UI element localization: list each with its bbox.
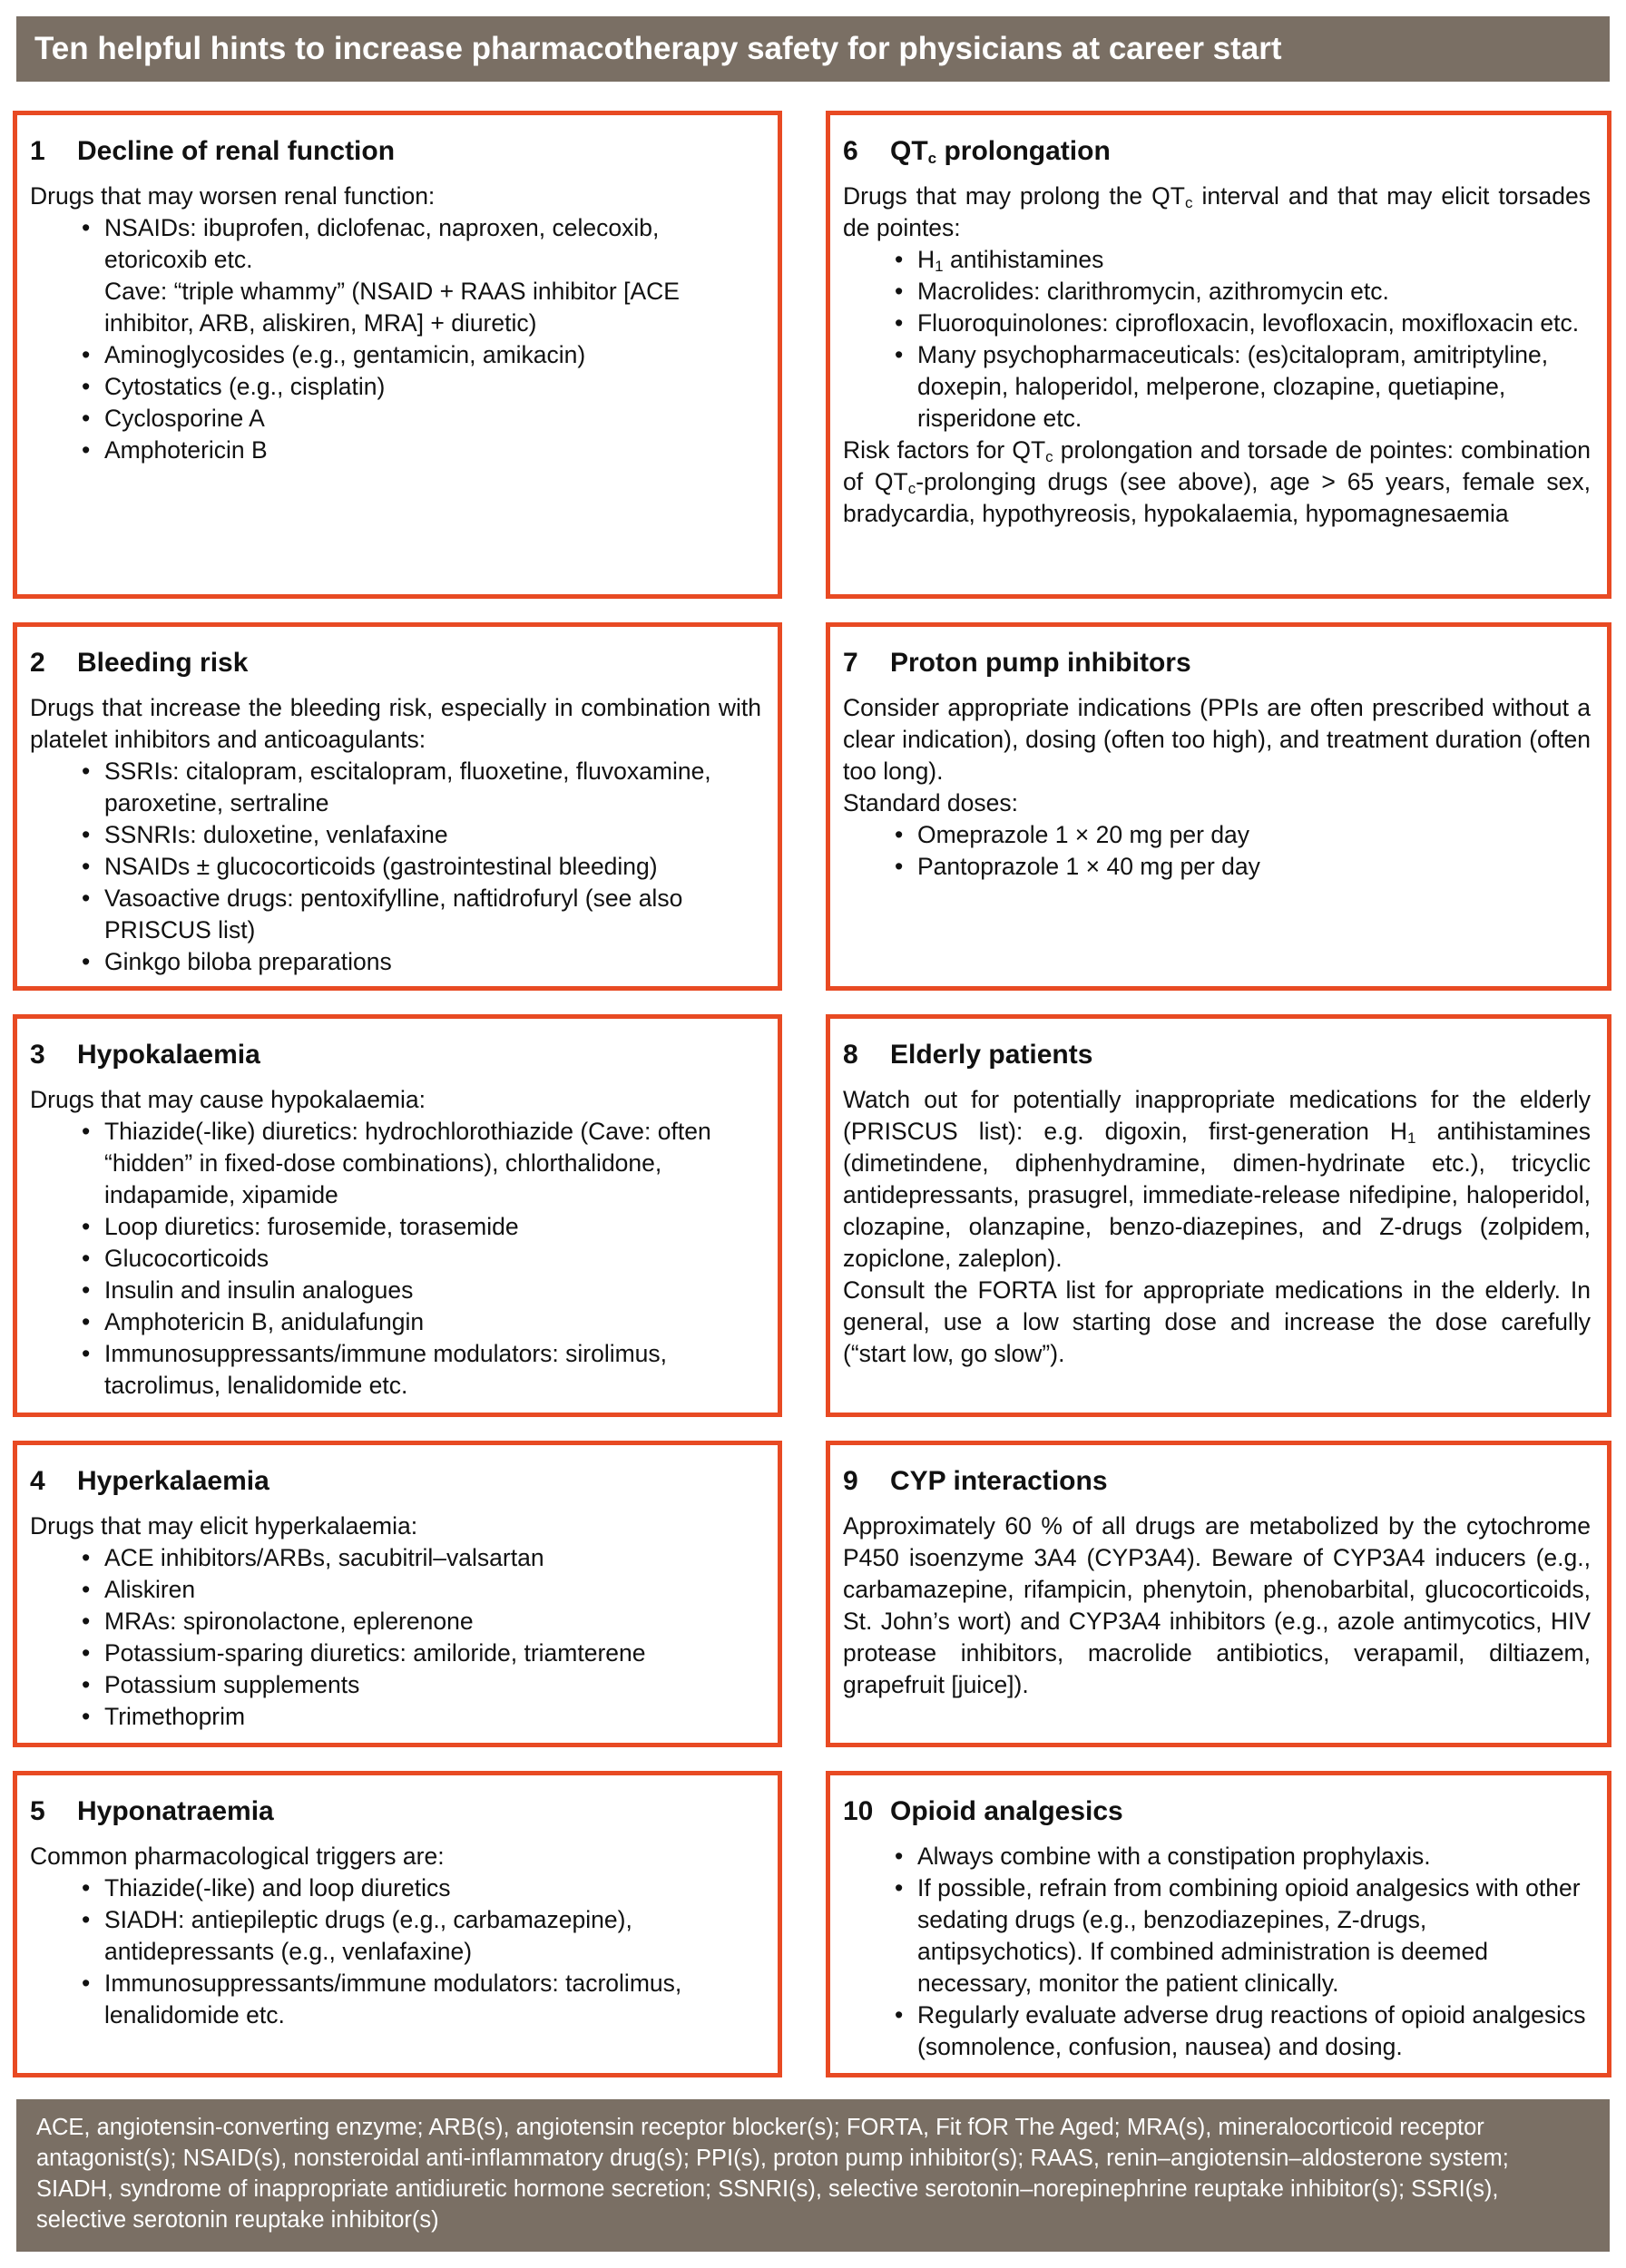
hint-list: [30, 1542, 761, 1733]
hint-title: [843, 1037, 1591, 1073]
hint-title-text: Elderly patients: [890, 1040, 1093, 1070]
hint-title-text: Proton pump inhibitors: [890, 648, 1191, 678]
hint-title: [30, 645, 761, 681]
list-item: • Pantoprazole 1 × 40 mg per day: [843, 851, 1591, 883]
hint-number: 6: [843, 136, 858, 166]
hint-card-hypokalaemia: [13, 1014, 782, 1417]
hint-number: 8: [843, 1040, 858, 1070]
hint-intro: Drugs that may prolong the $QT_c$ interval and that may elicit torsades de pointes:: [843, 182, 1591, 241]
hint-intro: Drugs that may worsen renal function:: [30, 182, 436, 210]
list-item: • Always combine with a constipation prophylaxis.: [843, 1841, 1591, 1872]
list-item: • Fluoroquinolones: ciprofloxacin, levofloxacin, moxifloxacin etc.: [843, 308, 1591, 339]
hint-title-text: Decline of renal function: [77, 136, 396, 166]
hint-title: [30, 133, 761, 170]
hint-intro: Common pharmacological triggers are:: [30, 1843, 445, 1870]
hint-list: [30, 1872, 761, 2031]
hint-subheading: Standard doses:: [843, 789, 1018, 816]
hint-title-text: $QT_c$ prolongation: [890, 136, 1111, 167]
list-item: • SSRIs: citalopram, escitalopram, fluoxetine, fluvoxamine, paroxetine, sertraline: [30, 756, 761, 819]
hint-title-text: Hyponatraemia: [77, 1796, 274, 1826]
list-item: • ACE inhibitors/ARBs, sacubitril–valsartan: [30, 1542, 761, 1574]
hint-list: [843, 244, 1591, 435]
hint-title: [843, 133, 1591, 170]
hint-title-text: Hypokalaemia: [77, 1040, 260, 1070]
hint-card-proton-pump-inhibitors: [826, 622, 1611, 991]
hint-card-renal-function: [13, 111, 782, 599]
hint-intro: Drugs that may cause hypokalaemia:: [30, 1086, 426, 1113]
list-item: • Aliskiren: [30, 1574, 761, 1606]
list-item: • Potassium-sparing diuretics: amiloride, triamterene: [30, 1637, 761, 1669]
list-item: • NSAIDs: ibuprofen, diclofenac, naproxen, celecoxib, etoricoxib etc.: [30, 212, 761, 276]
list-item: • If possible, refrain from combining opioid analgesics with other sedating drugs (e.g., benzodiazepines, Z-drugs, antipsychotics). If combined administration is deemed necessary, monitor the patient clinically.: [843, 1872, 1591, 1999]
list-item: • Loop diuretics: furosemide, torasemide: [30, 1211, 761, 1243]
hint-title-text: Hyperkalaemia: [77, 1466, 269, 1496]
list-item: • Insulin and insulin analogues: [30, 1275, 761, 1306]
hint-title: [843, 1463, 1591, 1500]
list-item: • Thiazide(-like) diuretics: hydrochlorothiazide (Cave: often “hidden” in fixed-dose combinations), chlorthalidone, indapamide, xipamide: [30, 1116, 761, 1211]
hint-card-hyponatraemia: [13, 1771, 782, 2077]
hint-list: [30, 212, 761, 466]
list-item: • Aminoglycosides (e.g., gentamicin, amikacin): [30, 339, 761, 371]
hint-title: [30, 1794, 761, 1830]
hint-title-text: CYP interactions: [890, 1466, 1108, 1496]
hint-number: 9: [843, 1466, 858, 1496]
list-item: • SSNRIs: duloxetine, venlafaxine: [30, 819, 761, 851]
hint-paragraph: Consult the FORTA list for appropriate medications in the elderly. In general, use a low starting dose and increase the dose carefully (“start low, go slow”).: [843, 1276, 1591, 1367]
hint-paragraph: Watch out for potentially inappropriate medications for the elderly (PRISCUS list): e.g. digoxin, first-generation $H_1$ antihistamines (dimetindene, diphenhydramine, dimen-hydrinate etc.), tricyclic antidepressants, prasugrel, immediate-release nifedipine, haloperidol, clozapine, olanzapine, benzo-diazepines, and Z-drugs (zolpidem, zopiclone, zaleplon).: [843, 1086, 1591, 1272]
page-title-text: Ten helpful hints to increase pharmacotherapy safety for physicians at career start: [34, 31, 1282, 66]
list-item: • Immunosuppressants/immune modulators: tacrolimus, lenalidomide etc.: [30, 1968, 761, 2031]
list-item: • Cytostatics (e.g., cisplatin): [30, 371, 761, 403]
list-item: • Regularly evaluate adverse drug reactions of opioid analgesics (somnolence, confusion, nausea) and dosing.: [843, 1999, 1591, 2063]
list-item: • Macrolides: clarithromycin, azithromycin etc.: [843, 276, 1591, 308]
list-item: • Ginkgo biloba preparations: [30, 946, 761, 978]
hint-card-bleeding-risk: [13, 622, 782, 991]
hint-title-text: Opioid analgesics: [890, 1796, 1123, 1826]
hint-title: [843, 1794, 1591, 1830]
abbreviations-footer: [16, 2099, 1610, 2252]
hint-intro: Drugs that may elicit hyperkalaemia:: [30, 1512, 418, 1540]
hint-list: [843, 1841, 1591, 2063]
hint-card-elderly-patients: [826, 1014, 1611, 1417]
list-item: • MRAs: spironolactone, eplerenone: [30, 1606, 761, 1637]
hint-number: 5: [30, 1796, 45, 1826]
hint-title-text: Bleeding risk: [77, 648, 249, 678]
list-item: • $H_1$ antihistamines: [843, 244, 1591, 276]
hint-title: [843, 645, 1591, 681]
list-item: • Amphotericin B, anidulafungin: [30, 1306, 761, 1338]
page-title: [16, 16, 1610, 82]
hint-number: 2: [30, 648, 45, 678]
hint-intro: Drugs that increase the bleeding risk, especially in combination with platelet inhibitors and anticoagulants:: [30, 694, 761, 753]
hint-card-opioid-analgesics: [826, 1771, 1611, 2077]
hint-number: 4: [30, 1466, 45, 1496]
hint-number: 10: [843, 1796, 874, 1826]
list-item: • Many psychopharmaceuticals: (es)citalopram, amitriptyline, doxepin, haloperidol, melperone, clozapine, quetiapine, risperidone etc.: [843, 339, 1591, 435]
hint-list: [843, 819, 1591, 883]
list-item: • Glucocorticoids: [30, 1243, 761, 1275]
hint-risk-factors: Risk factors for $QT_c$ prolongation and torsade de pointes: combination of $QT_c$-prolonging drugs (see above), age > 65 years, female sex, bradycardia, hypothyreosis, hypokalaemia, hypomagnesaemia: [843, 436, 1591, 527]
hint-intro: Consider appropriate indications (PPIs are often prescribed without a clear indication), dosing (often too high), and treatment duration (often too long).: [843, 694, 1591, 785]
list-item: • SIADH: antiepileptic drugs (e.g., carbamazepine), antidepressants (e.g., venlafaxine): [30, 1904, 761, 1968]
hint-number: 7: [843, 648, 858, 678]
hint-paragraph: Approximately 60 % of all drugs are metabolized by the cytochrome P450 isoenzyme 3A4 (CYP3A4). Beware of CYP3A4 inducers (e.g., carbamazepine, rifampicin, phenytoin, phenobarbital, glucocorticoids, St. John’s wort) and CYP3A4 inhibitors (e.g., azole antimycotics, HIV protease inhibitors, macrolide antibiotics, verapamil, diltiazem, grapefruit [juice]).: [843, 1512, 1591, 1698]
hint-title: [30, 1463, 761, 1500]
list-item: • Cyclosporine A: [30, 403, 761, 435]
list-item: • Potassium supplements: [30, 1669, 761, 1701]
list-item: • Thiazide(-like) and loop diuretics: [30, 1872, 761, 1904]
abbreviations-text: ACE, angiotensin-converting enzyme; ARB(s), angiotensin receptor blocker(s); FORTA, Fit fOR The Aged; MRA(s), mineralocorticoid receptor antagonist(s); NSAID(s), nonsteroidal anti-inflammatory drug(s); PPI(s), proton pump inhibitor(s); RAAS, renin–angiotensin–aldosterone system; SIADH, syndrome of inappropriate antidiuretic hormone secretion; SSNRI(s), selective serotonin–norepinephrine reuptake inhibitor(s); SSRI(s), selective serotonin reuptake inhibitor(s): [36, 2115, 1509, 2233]
list-item: • Trimethoprim: [30, 1701, 761, 1733]
hint-card-cyp-interactions: [826, 1441, 1611, 1747]
list-item: • Omeprazole 1 × 20 mg per day: [843, 819, 1591, 851]
list-item-continuation: Cave: “triple whammy” (NSAID + RAAS inhibitor [ACE inhibitor, ARB, aliskiren, MRA] + diuretic): [104, 278, 680, 337]
list-item: • Vasoactive drugs: pentoxifylline, naftidrofuryl (see also PRISCUS list): [30, 883, 761, 946]
hint-title: [30, 1037, 761, 1073]
list-item: • NSAIDs ± glucocorticoids (gastrointestinal bleeding): [30, 851, 761, 883]
hint-card-qtc-prolongation: [826, 111, 1611, 599]
hint-card-hyperkalaemia: [13, 1441, 782, 1747]
hint-number: 1: [30, 136, 45, 166]
list-item: • Amphotericin B: [30, 435, 761, 466]
hint-list: [30, 756, 761, 978]
list-item: • Immunosuppressants/immune modulators: sirolimus, tacrolimus, lenalidomide etc.: [30, 1338, 761, 1402]
hint-number: 3: [30, 1040, 45, 1070]
hint-list: [30, 1116, 761, 1402]
